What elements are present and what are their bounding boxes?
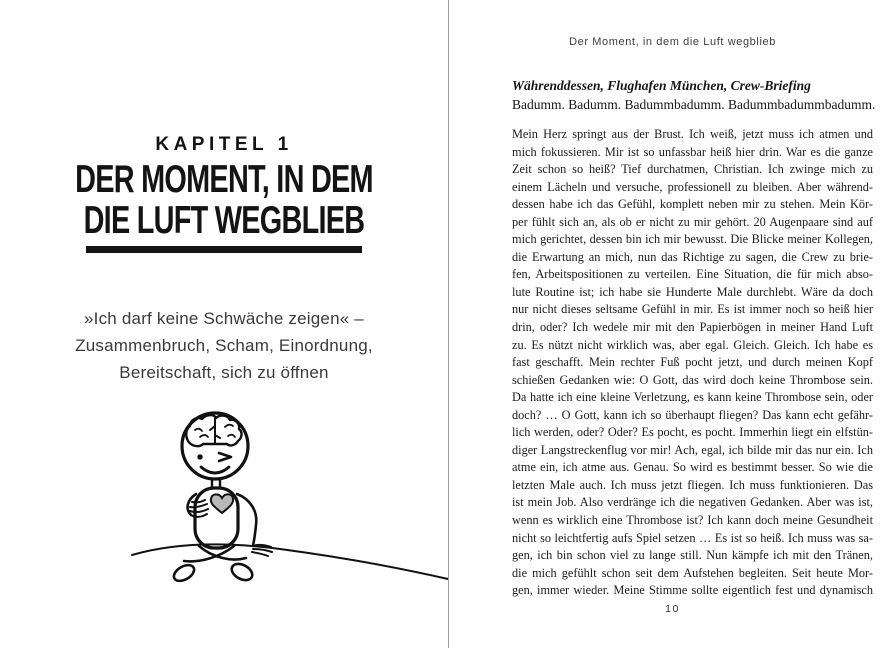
text-line: die Erwartung an mich, nun das Richtige zu sagen, die Crew zu brie- bbox=[512, 249, 873, 264]
text-line: zu. Es nützt nicht wirklich was, aber egal. Gleich. Gleich. Ich habe es bbox=[512, 337, 873, 352]
page-spine-divider bbox=[448, 0, 449, 648]
ground-line-drawing bbox=[132, 544, 448, 579]
chapter-title-line-1: DER MOMENT, IN DEM bbox=[75, 158, 373, 201]
text-line: Da hatte ich eine kleine Verletzung, es kann keine Thrombose sein, oder bbox=[512, 390, 873, 405]
text-line: Zeit schon so heiß? Tief durchatmen, Christian. Ich zwinge mich zu bbox=[512, 162, 873, 177]
onomatopoeia-line: Badumm. Badumm. Badummbadumm. Badummbadummbadumm. bbox=[512, 97, 876, 112]
meditating-figure-illustration bbox=[100, 405, 450, 600]
chapter-kicker: KAPITEL 1 bbox=[155, 134, 293, 155]
text-line: lute Routine ist; ich habe sie Hunderte Male durchlebt. Wäre da doch bbox=[512, 284, 873, 299]
text-line: mich fokussieren. Mir ist so unfassbar heiß hier drin. War es die ganze bbox=[512, 144, 873, 159]
running-header: Der Moment, in dem die Luft wegblieb bbox=[569, 36, 776, 48]
text-line: dessen habe ich das Gefühl, komplett neben mir zu stehen. Mein Kör- bbox=[512, 197, 873, 212]
text-line: die mich gefühlt schon seit dem Aufstehen begleiten. Seit heute Mor- bbox=[512, 565, 873, 580]
title-underline-rule bbox=[86, 246, 362, 253]
page-number: 10 bbox=[665, 603, 680, 615]
text-line: diger Langstreckenflug vor mir! Ach, egal, ich bilde mir das nur ein. Ich bbox=[512, 442, 873, 457]
text-line: doch? … O Gott, kann ich so überhaupt fliegen? Das kann echt gefähr- bbox=[512, 407, 873, 422]
text-line: nur nicht dieses seltsame Gefühl in mir. Es ist immer noch so heiß hier bbox=[512, 302, 873, 317]
text-line: nicht so leichtfertig aufs Spiel setzen … Es ist so heiß. Ich muss was sa- bbox=[512, 530, 873, 545]
text-line: letzten Male auch. Ich muss jetzt fliegen. Ich muss funktionieren. Das bbox=[512, 477, 873, 492]
text-line: atme ein, ich atme aus. Genau. So wird es bestimmt besser. So wie die bbox=[512, 460, 873, 475]
crossed-legs-drawing bbox=[171, 546, 255, 584]
text-line: fast geschafft. Mein rechter Fuß pocht jetzt, und durch meinen Kopf bbox=[512, 355, 873, 370]
text-line: drin, oder? Ich wedele mir mit den Papierbögen in meiner Hand Luft bbox=[512, 320, 873, 335]
text-line: ist mein Job. Also verdränge ich die negativen Gedanken. Aber was ist, bbox=[512, 495, 873, 510]
text-line: einem Lächeln und versuche, professionell zu bleiben. Aber während- bbox=[512, 179, 873, 194]
scene-heading: Währenddessen, Flughafen München, Crew-Briefing bbox=[512, 78, 811, 93]
heart-icon bbox=[211, 494, 233, 513]
text-line: schießen Gedanken wie: O Gott, das wird doch keine Thrombose sein. bbox=[512, 372, 873, 387]
smile-drawing bbox=[201, 467, 229, 473]
text-line: gen, ich bin schon viel zu lange still. Nun kämpfe ich mit den Tränen, bbox=[512, 548, 873, 563]
chapter-title bbox=[0, 159, 448, 241]
wink-eye-drawing bbox=[219, 453, 231, 461]
chapter-subtitle bbox=[24, 305, 424, 386]
text-line: lich werden, oder? Oder? Es pocht, es pocht. Immerhin liegt ein elfstün- bbox=[512, 425, 873, 440]
text-line: mich gerichtet, dessen bin ich mir bewusst. Die Blicke meiner Kollegen, bbox=[512, 232, 873, 247]
text-line: per fühlt sich an, als ob er nicht zu mir gehört. 20 Augenpaare sind auf bbox=[512, 214, 873, 229]
text-line: »Ich darf keine Schwäche zeigen« – bbox=[84, 309, 364, 328]
body-text bbox=[512, 126, 873, 600]
text-line: Zusammenbruch, Scham, Einordnung, bbox=[75, 336, 373, 355]
open-eye-drawing bbox=[197, 454, 202, 459]
text-line: fen, Arbeitspositionen zu verteilen. Eine Situation, die für mich abso- bbox=[512, 267, 873, 282]
brain-icon bbox=[186, 415, 241, 446]
text-line: wenn es wirklich eine Thrombose ist? Ich kann doch meine Gesundheit bbox=[512, 513, 873, 528]
text-line: gen, immer wieder. Meine Stimme sollte eigentlich fest und dynamisch bbox=[512, 583, 873, 598]
text-line: Mein Herz springt aus der Brust. Ich weiß, jetzt muss ich atmen und bbox=[512, 127, 873, 141]
text-line: Bereitschaft, sich zu öffnen bbox=[119, 363, 329, 382]
chapter-title-line-2: DIE LUFT WEGBLIEB bbox=[83, 199, 365, 242]
